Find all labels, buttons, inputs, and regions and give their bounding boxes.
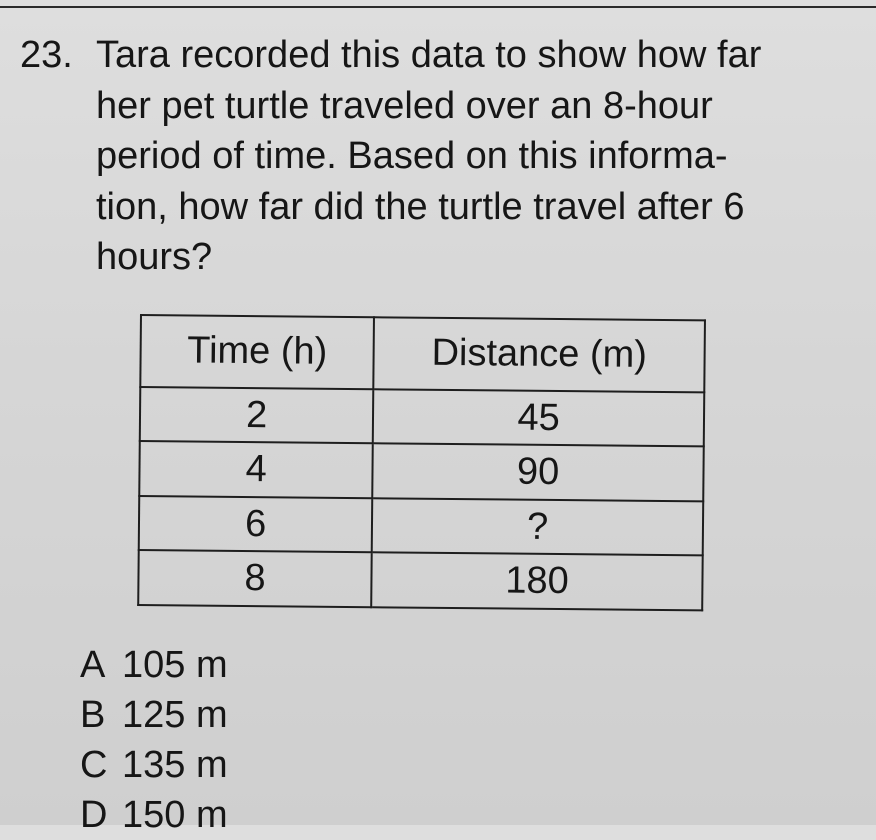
- choice-d[interactable]: [80, 790, 228, 840]
- header-time: Time (h): [140, 315, 374, 389]
- choice-text: 150 m: [122, 794, 228, 836]
- question-line: Tara recorded this data to show how far: [96, 34, 762, 76]
- question-block: [20, 30, 860, 283]
- table-row: [138, 550, 702, 610]
- cell-distance: 90: [373, 444, 704, 502]
- choice-letter: D: [80, 794, 108, 836]
- choice-a[interactable]: [80, 640, 228, 690]
- choice-letter: B: [80, 694, 106, 736]
- question-line: period of time. Based on this informa-: [96, 135, 728, 177]
- choice-text: 105 m: [122, 644, 228, 686]
- header-distance: Distance (m): [374, 317, 705, 392]
- cell-time: 2: [140, 387, 374, 444]
- cell-time: 4: [139, 441, 373, 498]
- choice-text: 135 m: [122, 744, 228, 786]
- choice-c[interactable]: [80, 740, 228, 790]
- page-top-rule: [0, 6, 876, 8]
- table-row: [139, 441, 703, 501]
- choice-text: 125 m: [122, 694, 228, 736]
- table-header-row: [140, 315, 705, 392]
- table-row: [140, 387, 704, 447]
- cell-distance: ?: [372, 498, 703, 556]
- choice-letter: A: [80, 644, 106, 686]
- question-number: 23.: [20, 34, 73, 76]
- answer-choices: [80, 640, 228, 840]
- data-table-container: [137, 314, 706, 611]
- cell-distance: 45: [373, 389, 704, 447]
- choice-b[interactable]: [80, 690, 228, 740]
- question-line: her pet turtle traveled over an 8-hour: [96, 84, 713, 127]
- cell-time: 6: [139, 496, 373, 553]
- question-line: hours?: [96, 236, 213, 278]
- question-text: [96, 30, 856, 283]
- cell-time: 8: [138, 550, 372, 607]
- time-distance-table: [137, 314, 706, 611]
- choice-letter: C: [80, 744, 108, 786]
- cell-distance: 180: [371, 553, 702, 611]
- question-line: tion, how far did the turtle travel after 6: [96, 185, 745, 228]
- table-row: [139, 496, 703, 556]
